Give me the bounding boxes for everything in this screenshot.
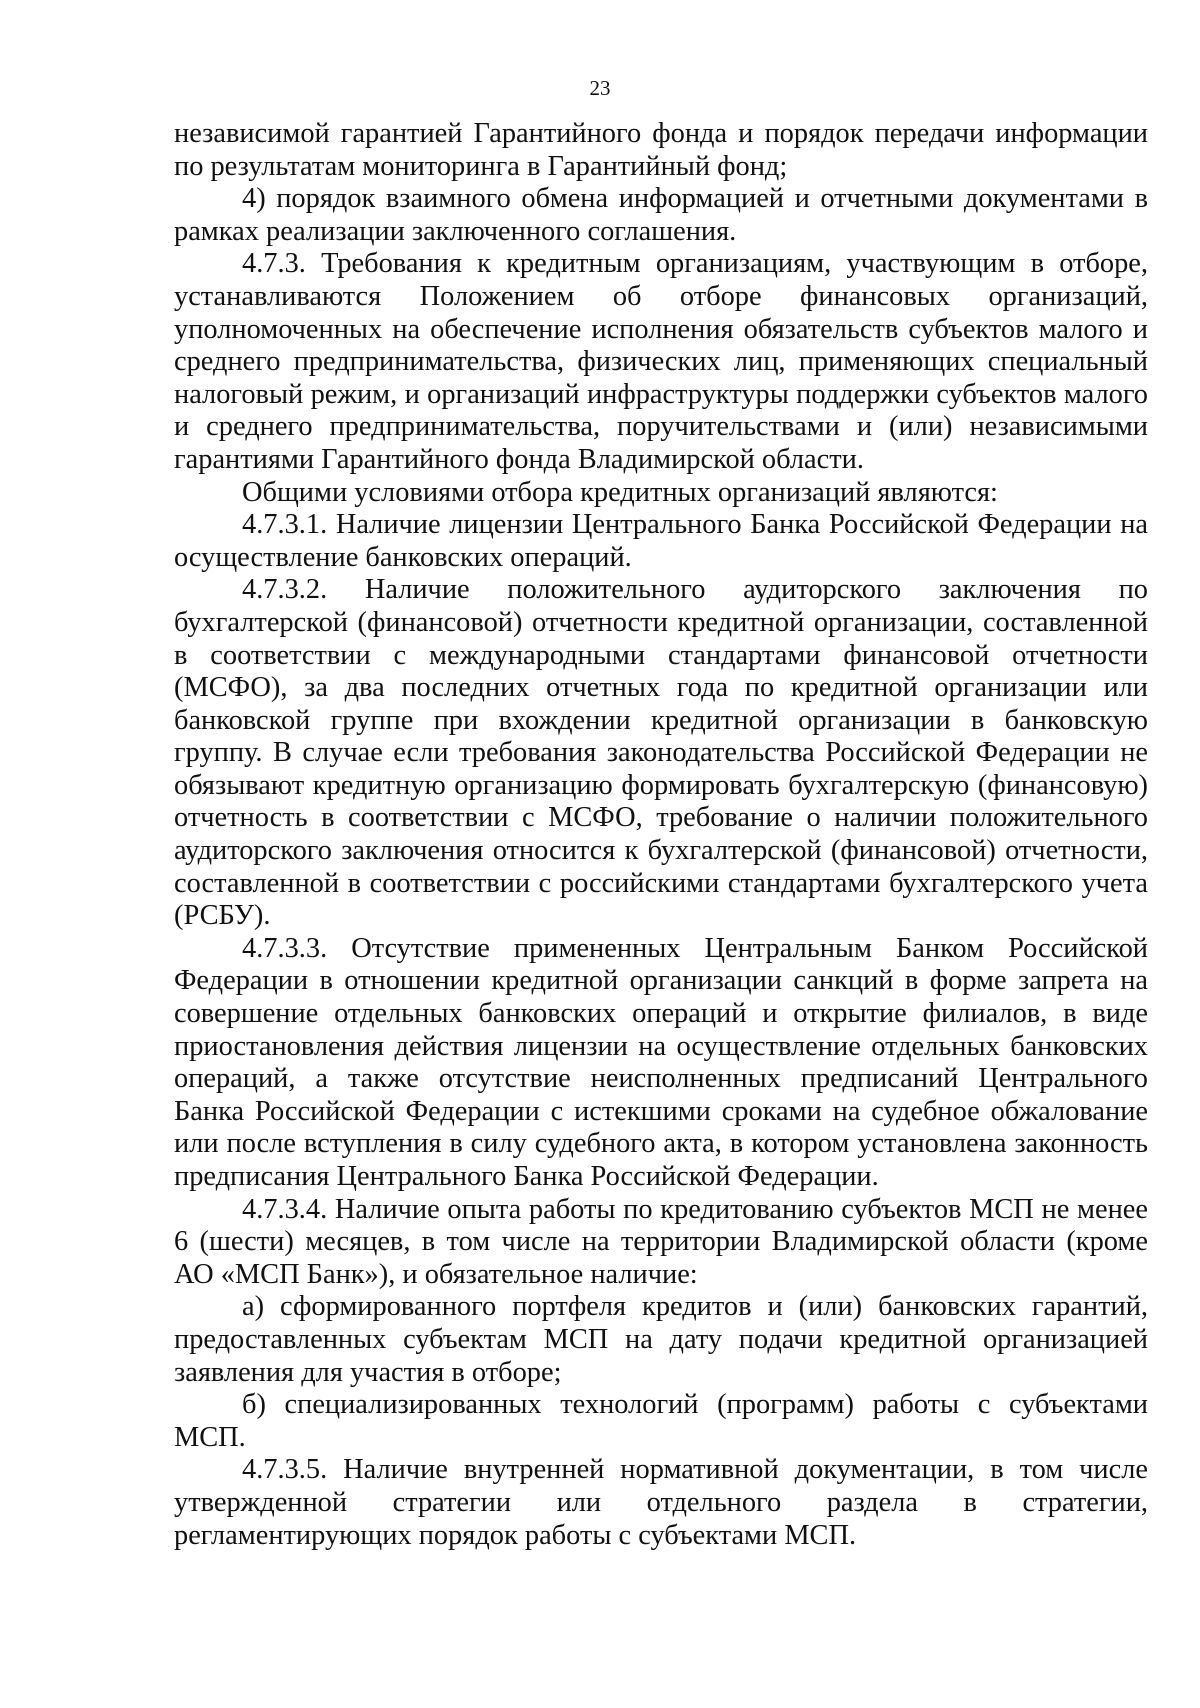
paragraph-4-7-3-2: 4.7.3.2. Наличие положительного аудиторского заключения по бухгалтерской (финансовой) отчетности кредитной организации, составленной в соответствии с международными стандартами финансовой отчетности (МСФО), за два последних отчетных года по кредитной организации или банковской группе при вхождении кредитной организации в банковскую группу. В случае если требования законодательства Российской Федерации не обязывают кредитную организацию формировать бухгалтерскую (финансовую) отчетность в соответствии с МСФО, требование о наличии положительного аудиторского заключения относится к бухгалтерской (финансовой) отчетности, составленной в соответствии с российскими стандартами бухгалтерского учета (РСБУ).	[174, 574, 1148, 932]
paragraph-item-4: 4) порядок взаимного обмена информацией и отчетными документами в рамках реализации заключенного соглашения.	[174, 183, 1148, 247]
paragraph-4-7-3: 4.7.3. Требования к кредитным организациям, участвующим в отборе, устанавливаются Положением об отборе финансовых организаций, уполномоченных на обеспечение исполнения обязательств субъектов малого и среднего предпринимательства, физических лиц, применяющих специальный налоговый режим, и организаций инфраструктуры поддержки субъектов малого и среднего предпринимательства, поручительствами и (или) независимыми гарантиями Гарантийного фонда Владимирской области.	[174, 248, 1148, 475]
paragraph-4-7-3-5: 4.7.3.5. Наличие внутренней нормативной документации, в том числе утвержденной стратегии или отдельного раздела в стратегии, регламентирующих порядок работы с субъектами МСП.	[174, 1454, 1148, 1551]
paragraph-general-conditions: Общими условиями отбора кредитных организаций являются:	[242, 476, 998, 508]
page-number: 23	[589, 76, 611, 100]
paragraph-4-7-3-4: 4.7.3.4. Наличие опыта работы по кредитованию субъектов МСП не менее 6 (шести) месяцев, в том числе на территории Владимирской области (кроме АО «МСП Банк»), и обязательное наличие:	[174, 1193, 1148, 1290]
paragraph-subitem-a: а) сформированного портфеля кредитов и (или) банковских гарантий, предоставленных субъектам МСП на дату подачи кредитной организацией заявления для участия в отборе;	[174, 1291, 1148, 1388]
paragraph-continuation: независимой гарантией Гарантийного фонда и порядок передачи информации по результатам мониторинга в Гарантийный фонд;	[174, 118, 1148, 182]
document-body	[174, 118, 1148, 1552]
paragraph-4-7-3-1: 4.7.3.1. Наличие лицензии Центрального Банка Российской Федерации на осуществление банковских операций.	[174, 509, 1148, 573]
paragraph-4-7-3-3: 4.7.3.3. Отсутствие примененных Центральным Банком Российской Федерации в отношении кредитной организации санкций в форме запрета на совершение отдельных банковских операций и открытие филиалов, в виде приостановления действия лицензии на осуществление отдельных банковских операций, а также отсутствие неисполненных предписаний Центрального Банка Российской Федерации с истекшими сроками на судебное обжалование или после вступления в силу судебного акта, в котором установлена законность предписания Центрального Банка Российской Федерации.	[174, 932, 1148, 1192]
paragraph-subitem-b: б) специализированных технологий (программ) работы с субъектами МСП.	[174, 1389, 1148, 1453]
